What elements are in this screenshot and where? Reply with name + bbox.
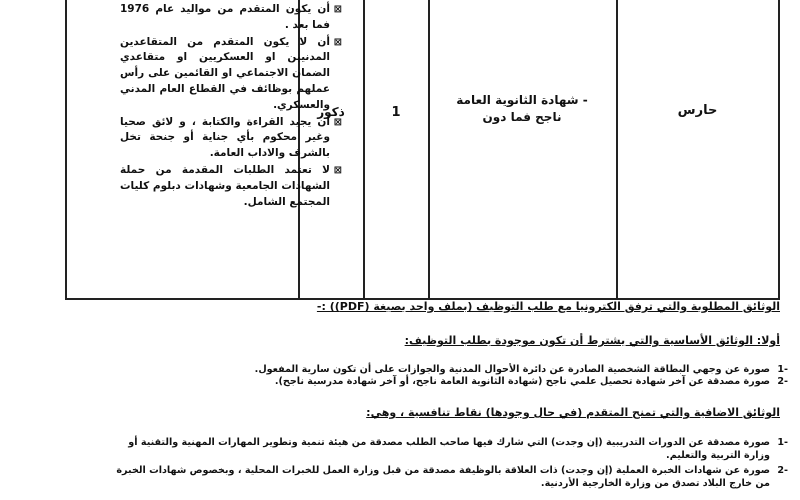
item-text: من خارج البلاد تصدق من وزارة الخارجية الأردنية. xyxy=(540,478,770,489)
table-divider xyxy=(616,0,618,300)
requirement-item: ⊠ أن يكون المتقدم من مواليد عام 1976 فما بعد . xyxy=(120,3,342,31)
item-number: -1 xyxy=(777,437,788,448)
section2-title xyxy=(366,406,780,419)
item-text: صورة عن شهادات الخبرة العملية (إن وجدت) ذات العلاقة بالوظيفة مصدقة من قبل وزارة العمل للخبرات المحلية ، وبخصوص شهادات الخبرة xyxy=(116,465,770,476)
item-text: وزارة التربية والتعليم. xyxy=(666,450,770,461)
table-divider xyxy=(363,0,365,300)
jobs-table xyxy=(50,0,780,300)
item-text: صورة مصدقة عن آخر شهادة تحصيل علمي ناجح (شهادة الثانوية العامة ناجح، أو آخر شهادة مدرسية ناجح). xyxy=(274,376,770,387)
requirement-item: ⊠ أن لا يكون المتقدم من المتقاعدين المدنيين او العسكريين او متقاعدي الضمان الاجتماعي او القائمين على رأس عملهم بوظائف في القطاع العام المدني والعسكري. xyxy=(120,35,342,111)
item-number: -1 xyxy=(777,364,788,375)
list-item xyxy=(128,437,788,448)
requirement-text: أن يجيد القراءة والكتابة ، و لائق صحيا وغير محكوم بأي جناية أو جنحة تخل بالشرف والاداب العامة. xyxy=(120,115,330,160)
table-border-left xyxy=(65,0,67,300)
list-item xyxy=(116,465,788,476)
requirement-text: أن يكون المتقدم من مواليد عام 1976 فما بعد . xyxy=(120,3,330,31)
requirement-item: ⊠ أن يجيد القراءة والكتابة ، و لائق صحيا وغير محكوم بأي جناية أو جنحة تخل بالشرف والاداب العامة. xyxy=(120,115,342,160)
table-border-right xyxy=(778,0,780,300)
gender-cell: ذكور xyxy=(317,105,345,119)
section1-title xyxy=(405,334,780,347)
list-item-continuation xyxy=(666,450,770,461)
section1-title-text: أولا: الوثائق الأساسية والتي يشترط أن تكون موجودة بطلب التوظيف: xyxy=(404,334,780,347)
list-item xyxy=(274,376,788,387)
item-number: -2 xyxy=(777,376,788,387)
documents-heading-text: الوثائق المطلوبة والتي ترفق الكترونيا مع طلب التوظيف (بملف واحد بصيغة (PDF)) :- xyxy=(316,300,780,313)
item-text: صورة مصدقة عن الدورات التدريبية (إن وجدت) التي شارك فيها صاحب الطلب مصدقة من هيئة تنمية وتطوير المهارات المهنية والتقنية أو xyxy=(128,437,770,448)
item-text: صورة عن وجهي البطاقة الشخصية الصادرة عن دائرة الأحوال المدنية والجوازات على أن تكون سارية المفعول. xyxy=(254,364,770,375)
qualification-cell xyxy=(432,92,612,126)
documents-heading xyxy=(317,300,780,313)
qualification-line: ناجح فما دون xyxy=(482,110,562,124)
requirement-item: ⊠ لا تعتمد الطلبات المقدمة من حملة الشهادات الجامعية وشهادات دبلوم كليات المجتمع الشامل. xyxy=(120,163,342,208)
count-cell: 1 xyxy=(391,105,401,120)
requirement-text: أن لا يكون المتقدم من المتقاعدين المدنيين او العسكريين او متقاعدي الضمان الاجتماعي او القائمين على رأس عملهم بوظائف في القطاع العام المدني والعسكري. xyxy=(120,35,330,111)
item-number: -2 xyxy=(777,465,788,476)
job-title-cell: حارس xyxy=(677,103,718,118)
qualification-line: - شهادة الثانوية العامة xyxy=(456,93,588,107)
section2-title-text: الوثائق الاضافية والتي تمنح المتقدم (في حال وجودها) نقاط تنافسية ، وهي: xyxy=(366,406,780,419)
list-item-continuation xyxy=(541,478,770,489)
requirement-text: لا تعتمد الطلبات المقدمة من حملة الشهادات الجامعية وشهادات دبلوم كليات المجتمع الشامل. xyxy=(120,163,330,208)
table-divider xyxy=(428,0,430,300)
list-item xyxy=(254,364,788,375)
